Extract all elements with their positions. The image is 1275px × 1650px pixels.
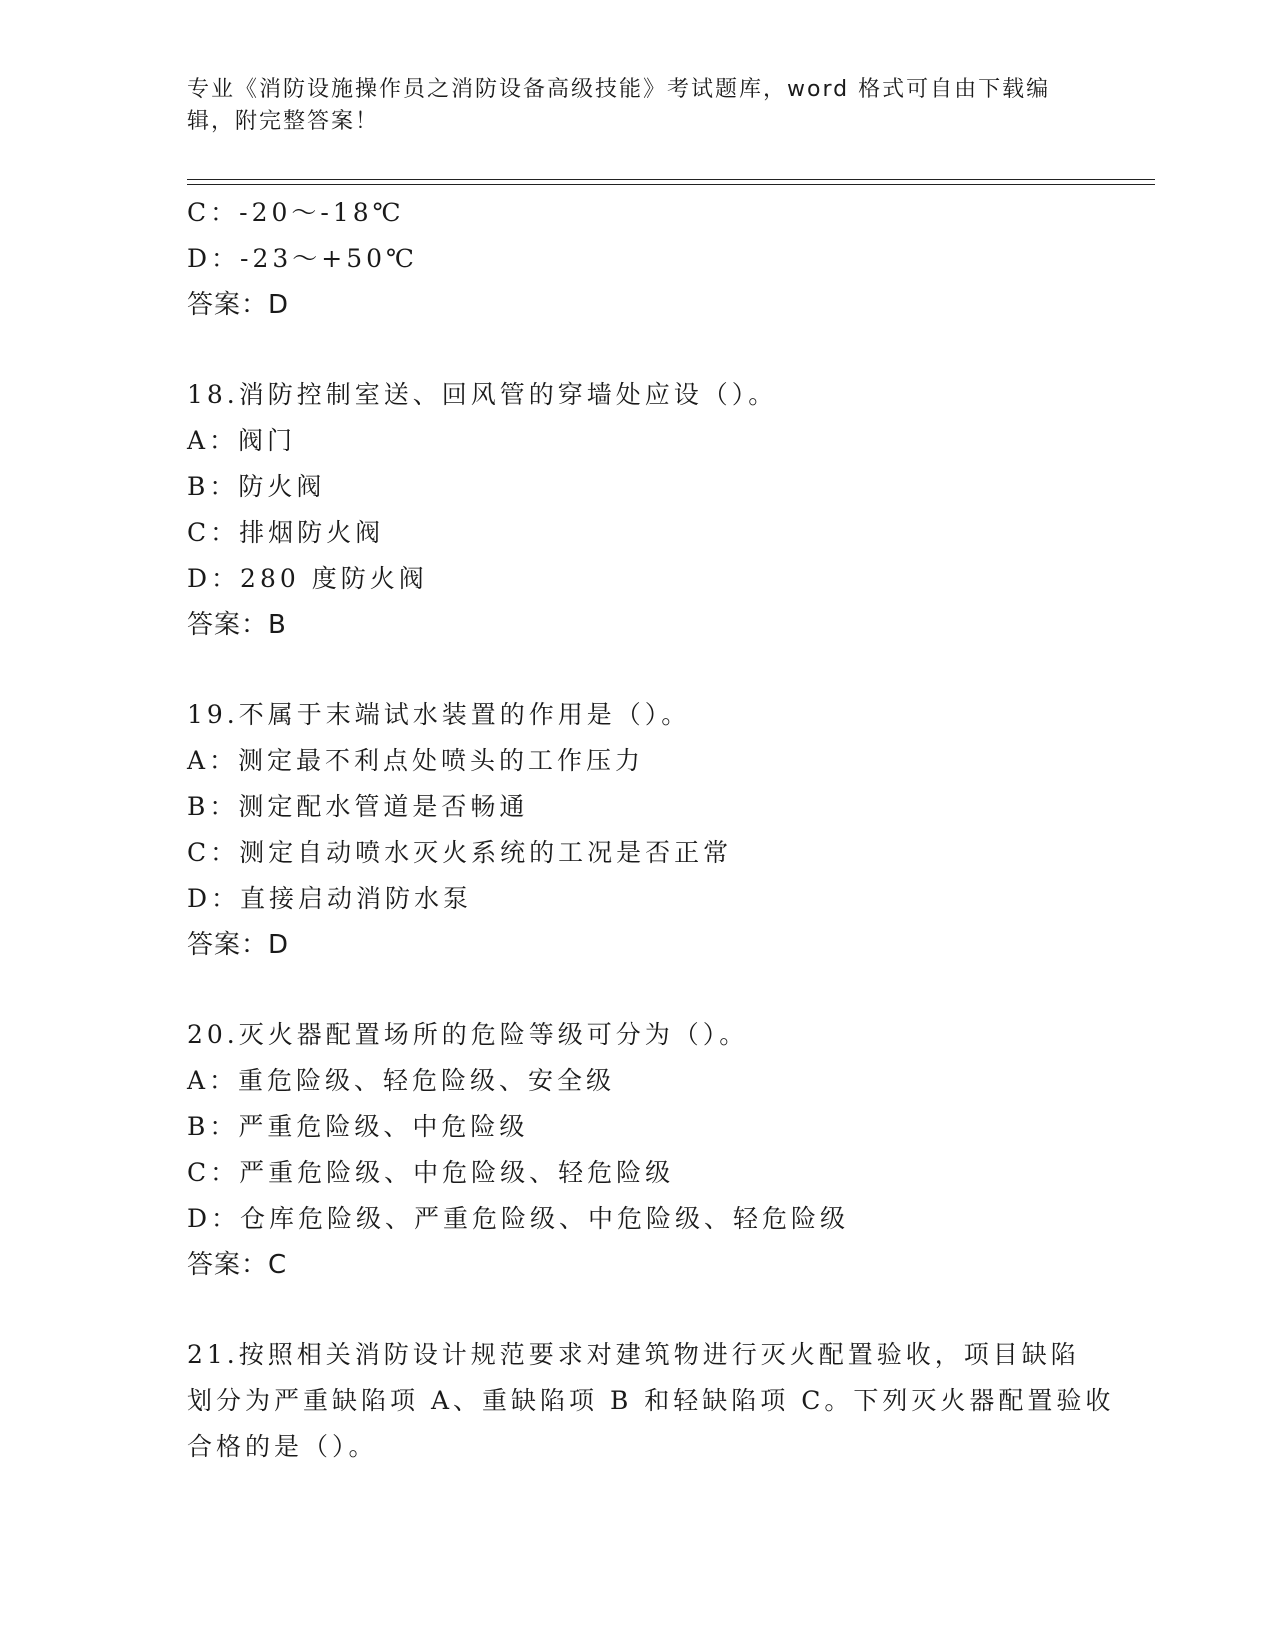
option-d: D：-23～+50℃ <box>187 244 419 273</box>
option-c: C：严重危险级、中危险级、轻危险级 <box>187 1158 675 1187</box>
question-text: 19.不属于末端试水装置的作用是（）。 <box>187 700 691 729</box>
option-b: B：严重危险级、中危险级 <box>187 1112 529 1141</box>
question-19 <box>187 692 1087 968</box>
option-d: D：直接启动消防水泵 <box>187 884 473 913</box>
question-text: 18.消防控制室送、回风管的穿墙处应设（）。 <box>187 380 778 409</box>
answer: 答案：D <box>187 930 290 960</box>
question-17 <box>187 190 1087 328</box>
option-d: D：仓库危险级、严重危险级、中危险级、轻危险级 <box>187 1204 850 1233</box>
option-d: D：280 度防火阀 <box>187 564 428 593</box>
question-text-line-3: 合格的是（）。 <box>187 1432 378 1461</box>
option-b: B：测定配水管道是否畅通 <box>187 792 529 821</box>
header-line-1: 专业《消防设施操作员之消防设备高级技能》考试题库，word 格式可自由下载编 <box>187 77 1051 102</box>
question-text: 20.灭火器配置场所的危险等级可分为（）。 <box>187 1020 749 1049</box>
header-line-2: 辑，附完整答案！ <box>187 109 380 134</box>
option-a: A：测定最不利点处喷头的工作压力 <box>187 746 645 775</box>
question-text-line-2: 划分为严重缺陷项 A、重缺陷项 B 和轻缺陷项 C。下列灭火器配置验收 <box>187 1386 1115 1415</box>
question-18 <box>187 372 1087 648</box>
option-a: A：阀门 <box>187 426 297 455</box>
option-c: C：-20～-18℃ <box>187 198 405 227</box>
answer: 答案：C <box>187 1250 288 1280</box>
option-c: C：排烟防火阀 <box>187 518 385 547</box>
question-20 <box>187 1012 1087 1288</box>
option-b: B：防火阀 <box>187 472 326 501</box>
document-header <box>187 74 1087 138</box>
question-text-line-1: 21.按照相关消防设计规范要求对建筑物进行灭火配置验收，项目缺陷 <box>187 1340 1080 1369</box>
question-list <box>187 190 1115 1470</box>
answer: 答案：D <box>187 290 290 320</box>
header-divider-top <box>187 179 1155 180</box>
answer: 答案：B <box>187 610 287 640</box>
option-c: C：测定自动喷水灭火系统的工况是否正常 <box>187 838 733 867</box>
question-21 <box>187 1332 1115 1470</box>
option-a: A：重危险级、轻危险级、安全级 <box>187 1066 616 1095</box>
header-divider-bottom <box>187 184 1155 185</box>
